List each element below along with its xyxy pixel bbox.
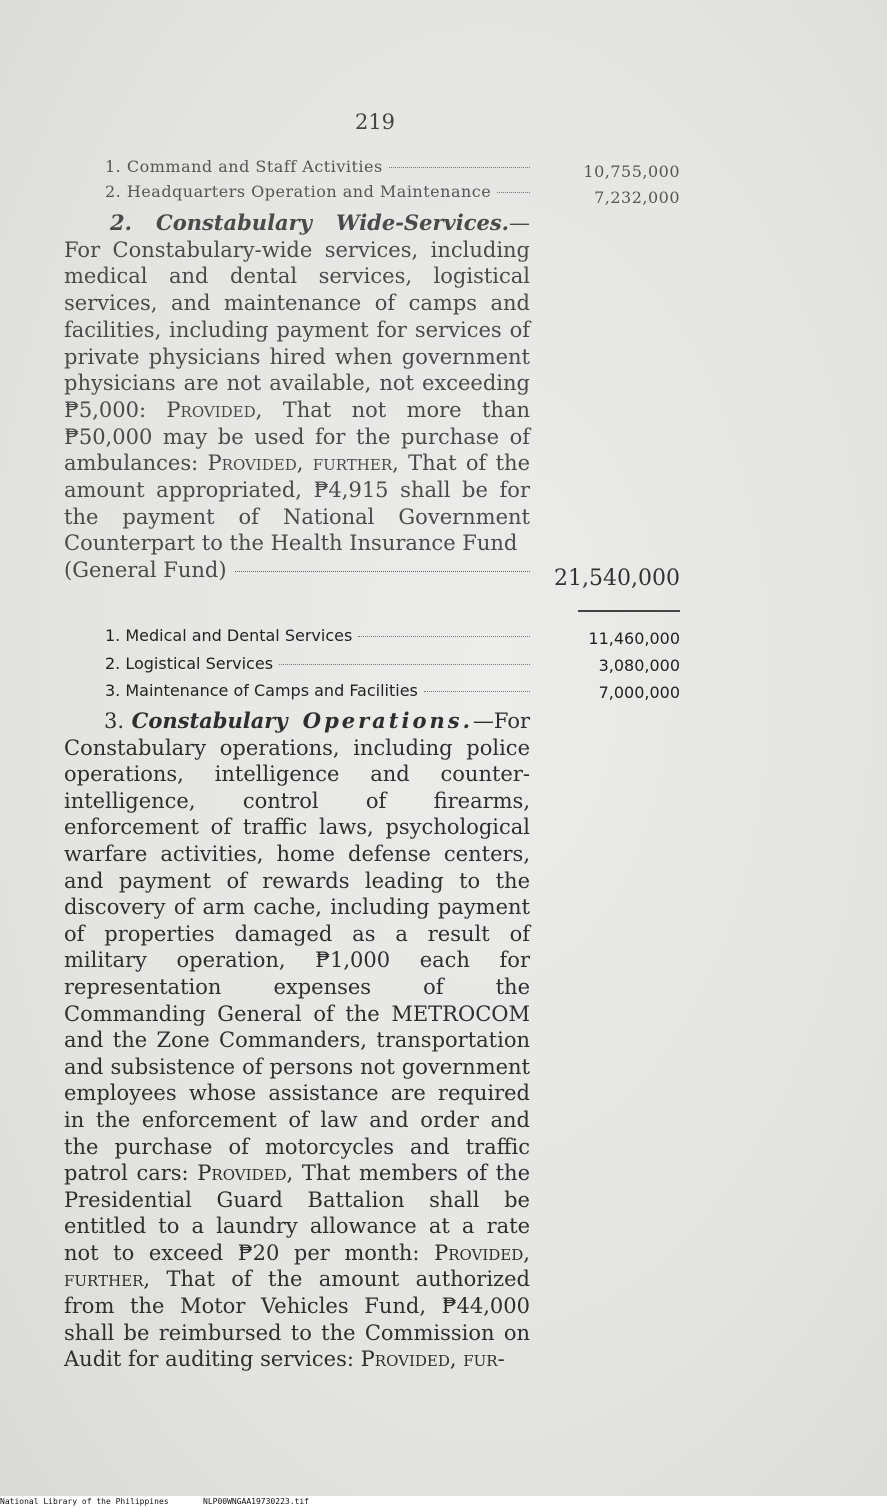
item-label: 2. Headquarters Operation and Maintenance [105,182,492,201]
item-amount: 7,232,000 [594,188,680,207]
dot-leader [389,166,530,168]
line-item-maintenance [105,681,530,700]
item-amount: 11,460,000 [588,629,680,648]
section3-heading: 3. Constabulary Operations. [104,708,473,733]
item-amount: 3,080,000 [598,656,680,675]
line-item-headquarters [105,182,530,201]
page-number: 219 [354,110,396,134]
item-amount: 10,755,000 [583,162,680,181]
line-item-logistical [105,654,530,673]
dot-leader [424,690,530,692]
section2-last-line: (General Fund) [64,557,530,584]
footer-file: NLP00WNGAA19730223.tif [203,1497,309,1506]
item-amount: 7,000,000 [598,683,680,702]
item-label: 1. Command and Staff Activities [105,157,383,176]
section2-total: 21,540,000 [554,566,680,591]
dot-leader [279,663,530,665]
dot-leader [358,635,530,637]
scan-footer [0,1496,887,1508]
footer-library: National Library of the Philippines [0,1497,169,1506]
section3-body: For Constabulary operations, including police operations, intelligence and counter-intelligence, control of firearms, enforcement of traffic laws, psychological warfare activities, home defense centers, and payment of rewards leading to the discovery of arm cache, including payment of properties damaged as a result of military operation, ₱1,000 each for representation expenses of the Commanding General of the METROCOM and the Zone Commanders, transportation and subsistence of persons not government employees whose assistance are required in the enforcement of law and order and the purchase of motorcycles and traffic patrol cars: [64,709,530,1186]
line-item-command-staff [105,157,530,176]
item-label: 3. Maintenance of Camps and Facilities [105,681,418,700]
dot-leader [497,191,530,193]
total-rule [578,610,680,612]
section2-heading: 2. Constabulary Wide-Services. [110,210,509,235]
section2-body: For Constabulary-wide services, including medical and dental services, logistical services, and maintenance of camps and facilities, including payment for services of private physicians hired when government physicians are not available, not exceeding ₱5,000: [64,237,530,422]
line-item-medical [105,626,530,645]
dot-leader [235,571,530,572]
item-label: 1. Medical and Dental Services [105,626,353,645]
section3-paragraph: 3. Constabulary Operations.—For Constabulary operations, including police operations, intelligence and counter-intelligence, control of firearms, enforcement of traffic laws, psychological warfare activities, home defense centers, and payment of rewards leading to the discovery of arm cache, including payment of properties damaged as a result of military operation, ₱1,000 each for representation expenses of the Commanding General of the METROCOM and the Zone Commanders, transportation and subsistence of persons not government employees whose assistance are required in the enforcement of law and order and the purchase of motorcycles and traffic patrol cars: Provided, That members of the Presidential Guard Battalion shall be entitled to a laundry allowance at a rate not to exceed ₱20 per month: Provided, further, That of the amount authorized from the Motor Vehicles Fund, ₱44,000 shall be reimbursed to the Commission on Audit for auditing services: Provided, fur- [64,708,531,1372]
item-label: 2. Logistical Services [105,654,274,673]
section2-paragraph: 2. Constabulary Wide-Services.—For Constabulary-wide services, including medical and dental services, logistical services, and maintenance of camps and facilities, including payment for services of private physicians hired when government physicians are not available, not exceeding ₱5,000: Provided, That not more than ₱50,000 may be used for the purchase of ambulances: Provided, further, That of the amount appropriated, ₱4,915 shall be for the payment of National Government Counterpart to the Health Insurance Fund (General Fund) [64,210,531,583]
